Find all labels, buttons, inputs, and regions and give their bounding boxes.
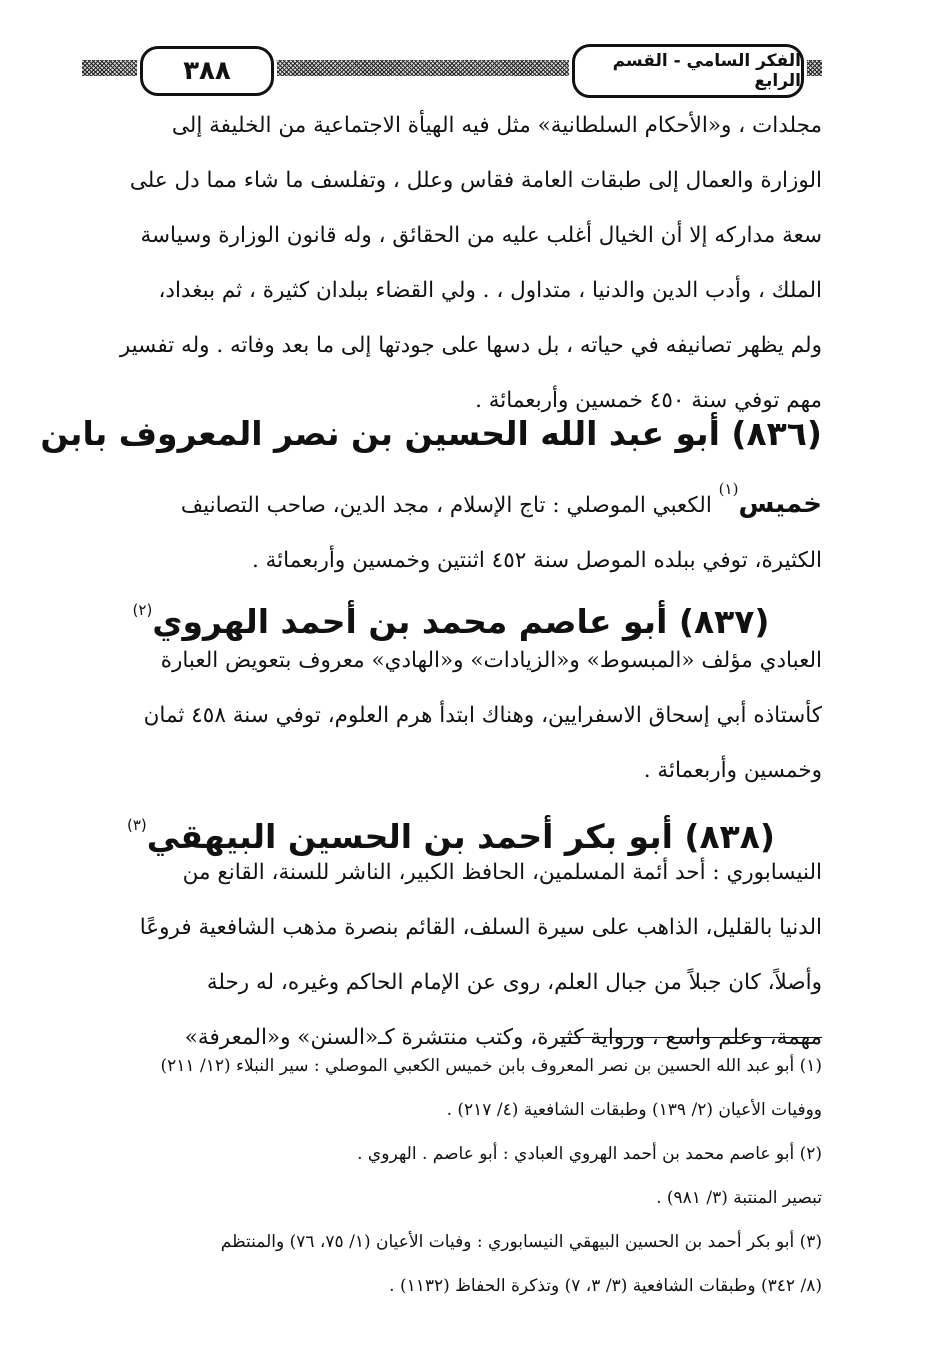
footnote-line: (٢) أبو عاصم محمد بن أحمد الهروي العبادي : أبو عاصم . الهروي . <box>357 1144 822 1164</box>
text-line: الوزارة والعمال إلى طبقات العامة فقاس وعلل ، وتفلسف ما شاء مما دل على <box>129 168 822 193</box>
page-header <box>82 42 822 98</box>
text-line: مهمة، وعلم واسع ، ورواية كثيرة، وكتب منتشرة كـ«السنن» و«المعرفة» <box>184 1025 822 1050</box>
footnote-line: تبصير المنتبة (٣/ ٩٨١) . <box>656 1188 822 1208</box>
text-line: وخمسين وأربعمائة . <box>643 758 822 783</box>
text-line: مهم توفي سنة ٤٥٠ خمسين وأربعمائة . <box>475 388 822 413</box>
text-line: النيسابوري : أحد أئمة المسلمين، الحافظ الكبير، الناشر للسنة، القانع من <box>182 860 822 885</box>
text-line: مجلدات ، و«الأحكام السلطانية» مثل فيه الهيأة الاجتماعية من الخليفة إلى <box>171 113 822 138</box>
footnote-reference: (١) <box>718 480 739 498</box>
entry-heading-text: (٨٣٦) أبو عبد الله الحسين بن نصر المعروف بابن <box>40 414 822 453</box>
text-line: الدنيا بالقليل، الذاهب على سيرة السلف، القائم بنصرة مذهب الشافعية فروعًا <box>139 915 822 940</box>
text-line: العبادي مؤلف «المبسوط» و«الزيادات» و«الهادي» معروف بتعويض العبارة <box>160 648 822 673</box>
footnote-reference: (٣) <box>127 816 147 834</box>
text-line: ولم يظهر تصانيفه في حياته ، بل دسها على جودتها إلى ما بعد وفاته . وله تفسير <box>119 333 822 358</box>
entry-838-body <box>80 845 822 1065</box>
running-title: الفكر السامي - القسم الرابع <box>572 44 804 98</box>
text-segment: الكعبي الموصلي : تاج الإسلام ، مجد الدين، صاحب التصانيف <box>180 493 719 518</box>
entry-heading-text: (٨٣٧) أبو عاصم محمد بن أحمد الهروي <box>152 602 770 641</box>
text-line: كأستاذه أبي إسحاق الاسفرايين، وهناك ابتدأ هرم العلوم، توفي سنة ٤٥٨ ثمان <box>143 703 822 728</box>
entry-836-heading <box>40 404 822 464</box>
text-line <box>80 462 822 533</box>
text-line: سعة مداركه إلا أن الخيال أغلب عليه من الحقائق ، وله قانون الوزارة وسياسة <box>140 223 822 248</box>
footnotes <box>80 1044 822 1308</box>
intro-paragraph <box>80 98 822 428</box>
entry-837-body <box>80 633 822 798</box>
entry-836-body <box>80 462 822 588</box>
footnote-separator <box>560 1037 822 1038</box>
entry-heading-text: (٨٣٨) أبو بكر أحمد بن الحسين البيهقي <box>146 817 775 856</box>
text-line: وأصلاً، كان جبلاً من جبال العلم، روى عن الإمام الحاكم وغيره، له رحلة <box>206 970 822 995</box>
footnote-line: (٨/ ٣٤٢) وطبقات الشافعية (٣/ ٣، ٧) وتذكرة الحفاظ (١١٣٢) . <box>389 1276 822 1296</box>
footnote-line: (١) أبو عبد الله الحسين بن نصر المعروف بابن خميس الكعبي الموصلي : سير النبلاء (١٢/ ٢١١) <box>160 1056 822 1076</box>
footnote-line: (٣) أبو بكر أحمد بن الحسين البيهقي النيسابوري : وفيات الأعيان (١/ ٧٥، ٧٦) والمنتظم <box>220 1232 822 1252</box>
text-line: الكثيرة، توفي ببلده الموصل سنة ٤٥٢ اثنتين وخمسين وأربعمائة . <box>251 548 822 573</box>
footnote-line: ووفيات الأعيان (٢/ ١٣٩) وطبقات الشافعية (٤/ ٢١٧) . <box>446 1100 822 1120</box>
footnote-reference: (٢) <box>132 601 153 619</box>
entry-836-lead-word: خميس <box>738 489 822 519</box>
text-line: الملك ، وأدب الدين والدنيا ، متداول ، . ولي القضاء ببلدان كثيرة ، ثم ببغداد، <box>158 278 822 303</box>
page-number: ٣٨٨ <box>140 46 274 96</box>
